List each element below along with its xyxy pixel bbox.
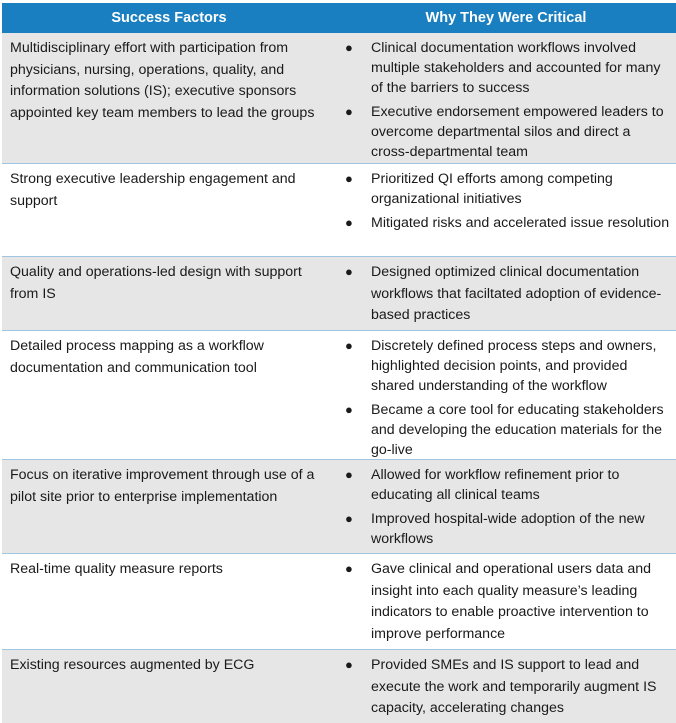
reasons-cell xyxy=(336,164,676,256)
header-success-factors: Success Factors xyxy=(111,10,227,26)
table-row xyxy=(2,331,676,460)
list-item: ● Designed optimized clinical documentation workflows that faciltated adoption of evidence-based practices xyxy=(344,262,672,327)
bullet-icon: ● xyxy=(345,561,353,576)
list-item: ● Allowed for workflow refinement prior to educating all clinical teams xyxy=(345,467,620,503)
table-row xyxy=(2,460,676,554)
list-item: ● Discretely defined process steps and owners, highlighted decision points, and provided shared understanding of the workflow xyxy=(345,338,657,394)
bullet-icon: ● xyxy=(345,104,353,119)
success-factor-cell: Real-time quality measure reports xyxy=(10,561,223,577)
success-factor-cell: Multidisciplinary effort with participation from physicians, nursing, operations, quality, and information solutions (IS); executive sponsors appointed key team members to lead the groups xyxy=(10,40,315,121)
table-row xyxy=(2,33,676,164)
reasons-cell xyxy=(336,650,676,723)
bullet-icon: ● xyxy=(345,338,353,353)
table-header xyxy=(2,3,676,33)
list-item: ● Became a core tool for educating stakeholders and developing the education materials for the go-live xyxy=(345,402,664,458)
table-row xyxy=(2,257,676,331)
bullet-icon: ● xyxy=(345,402,353,417)
header-why-critical: Why They Were Critical xyxy=(425,10,587,26)
bullet-icon: ● xyxy=(345,511,353,526)
success-factor-cell: Focus on iterative improvement through use of a pilot site prior to enterprise implementation xyxy=(10,467,315,505)
list-item: ● Prioritized QI efforts among competing organizational initiatives xyxy=(345,171,613,207)
success-factor-cell: Quality and operations-led design with support from IS xyxy=(10,264,302,302)
bullet-icon: ● xyxy=(345,264,353,279)
reasons-cell xyxy=(336,331,676,459)
table-row xyxy=(2,554,676,650)
table-row xyxy=(2,164,676,257)
list-item: ● Provided SMEs and IS support to lead and execute the work and temporarily augment IS capacity, accelerating changes xyxy=(344,655,672,720)
success-factor-cell: Strong executive leadership engagement and support xyxy=(10,171,296,209)
reasons-cell xyxy=(336,554,676,649)
bullet-icon: ● xyxy=(345,215,353,230)
reasons-cell xyxy=(336,33,676,163)
reasons-cell xyxy=(336,460,676,553)
success-factor-cell: Existing resources augmented by ECG xyxy=(10,657,255,673)
list-item: ● Executive endorsement empowered leaders to overcome departmental silos and direct a cross-departmental team xyxy=(345,104,664,160)
list-item: ● Mitigated risks and accelerated issue resolution xyxy=(345,215,670,231)
list-item: ● Improved hospital-wide adoption of the new workflows xyxy=(345,511,645,547)
table-row xyxy=(2,650,676,723)
bullet-icon: ● xyxy=(345,40,353,55)
bullet-icon: ● xyxy=(345,171,353,186)
bullet-icon: ● xyxy=(345,657,353,672)
bullet-icon: ● xyxy=(345,467,353,482)
success-factor-cell: Detailed process mapping as a workflow documentation and communication tool xyxy=(10,338,264,376)
success-factors-table xyxy=(2,3,676,723)
list-item: ● Gave clinical and operational users data and insight into each quality measure’s leading indicators to enable proactive intervention to improve performance xyxy=(344,559,672,645)
list-item: ● Clinical documentation workflows involved multiple stakeholders and accounted for many of the barriers to success xyxy=(345,40,661,96)
reasons-cell xyxy=(336,257,676,330)
